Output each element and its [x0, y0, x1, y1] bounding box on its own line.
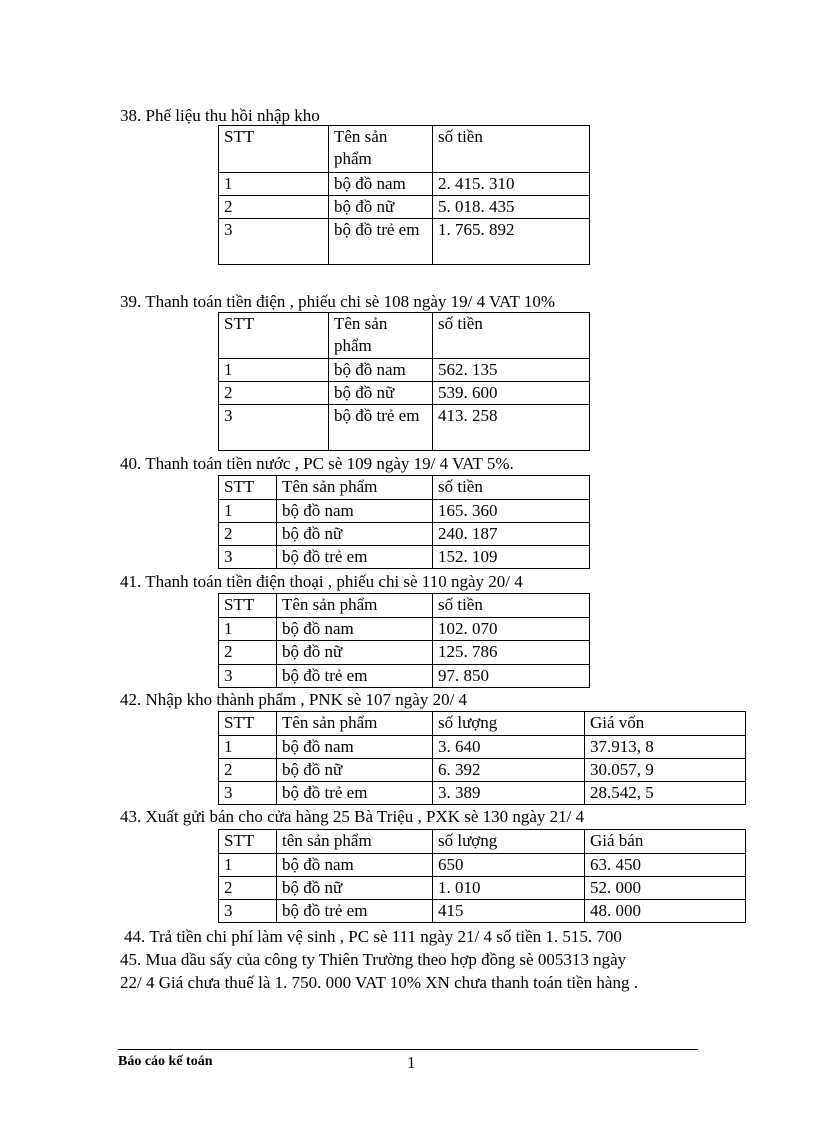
- section-39-heading: 39. Thanh toán tiền điện , phiếu chi sè 108 ngày 19/ 4 VAT 10%: [120, 292, 556, 311]
- table-row: [219, 405, 590, 451]
- section-41-table: [218, 593, 590, 688]
- table-row: [219, 782, 746, 805]
- table-cell: 48. 000: [585, 900, 746, 923]
- section-42-table: [218, 711, 746, 805]
- header-cell: Tên sản phẩm: [277, 476, 433, 500]
- table-cell: bộ đồ nam: [329, 359, 433, 382]
- header-cell: STT: [219, 476, 277, 500]
- table-row: [219, 523, 590, 546]
- table-cell: 97. 850: [433, 665, 590, 688]
- table-cell: 52. 000: [585, 877, 746, 900]
- table-cell: 152. 109: [433, 546, 590, 569]
- table-row: [219, 877, 746, 900]
- table-cell: bộ đồ nam: [277, 618, 433, 641]
- table-header-row: [219, 313, 590, 359]
- section-43-heading: 43. Xuất gửi bán cho cửa hàng 25 Bà Triệu , PXK sè 130 ngày 21/ 4: [120, 807, 585, 826]
- table-cell: 650: [433, 854, 585, 877]
- table-row: [219, 196, 590, 219]
- table-row: [219, 641, 590, 665]
- page-number: 1: [407, 1053, 416, 1072]
- table-cell: 2: [219, 641, 277, 665]
- header-cell: số tiền: [433, 594, 590, 618]
- footer-divider: [118, 1049, 698, 1050]
- table-cell: 28.542, 5: [585, 782, 746, 805]
- paragraph-45-line-1: 45. Mua dầu sấy của công ty Thiên Trường theo hợp đồng sè 005313 ngày: [120, 950, 627, 969]
- table-cell: 1: [219, 173, 329, 196]
- section-41-heading: 41. Thanh toán tiền điện thoại , phiếu chi sè 110 ngày 20/ 4: [120, 572, 523, 591]
- table-cell: 240. 187: [433, 523, 590, 546]
- table-row: [219, 219, 590, 265]
- table-cell: 415: [433, 900, 585, 923]
- table-row: [219, 854, 746, 877]
- table-cell: bộ đồ nam: [277, 736, 433, 759]
- table-row: [219, 359, 590, 382]
- table-cell: 2: [219, 523, 277, 546]
- table-row: [219, 382, 590, 405]
- table-cell: bộ đồ trẻ em: [329, 219, 433, 265]
- table-cell: 30.057, 9: [585, 759, 746, 782]
- table-cell: 5. 018. 435: [433, 196, 590, 219]
- table-cell: bộ đồ trẻ em: [277, 900, 433, 923]
- table-cell: 3: [219, 665, 277, 688]
- table-cell: 1. 765. 892: [433, 219, 590, 265]
- table-cell: 125. 786: [433, 641, 590, 665]
- header-cell: số tiền: [433, 126, 590, 173]
- table-cell: 1: [219, 618, 277, 641]
- section-38-heading: 38. Phế liệu thu hồi nhập kho: [120, 106, 320, 125]
- table-cell: bộ đồ nữ: [277, 877, 433, 900]
- table-cell: bộ đồ trẻ em: [277, 665, 433, 688]
- table-cell: 6. 392: [433, 759, 585, 782]
- table-header-row: [219, 712, 746, 736]
- table-cell: 63. 450: [585, 854, 746, 877]
- table-cell: 1: [219, 854, 277, 877]
- header-cell: Tên sản phẩm: [329, 313, 433, 359]
- table-header-row: [219, 126, 590, 173]
- table-cell: 1: [219, 500, 277, 523]
- table-cell: 2. 415. 310: [433, 173, 590, 196]
- table-cell: 3: [219, 900, 277, 923]
- section-40-heading: 40. Thanh toán tiền nước , PC sè 109 ngày 19/ 4 VAT 5%.: [120, 454, 514, 473]
- header-cell: tên sản phẩm: [277, 830, 433, 854]
- table-header-row: [219, 594, 590, 618]
- header-cell: Giá vốn: [585, 712, 746, 736]
- header-cell: Giá bán: [585, 830, 746, 854]
- header-cell: số tiền: [433, 313, 590, 359]
- header-cell: số lượng: [433, 830, 585, 854]
- table-cell: 102. 070: [433, 618, 590, 641]
- table-cell: 3: [219, 219, 329, 265]
- table-cell: bộ đồ nam: [329, 173, 433, 196]
- header-cell: STT: [219, 712, 277, 736]
- header-cell: STT: [219, 594, 277, 618]
- table-cell: 3. 640: [433, 736, 585, 759]
- table-cell: 3. 389: [433, 782, 585, 805]
- table-cell: bộ đồ nữ: [277, 523, 433, 546]
- table-cell: 2: [219, 382, 329, 405]
- table-cell: bộ đồ trẻ em: [277, 782, 433, 805]
- table-header-row: [219, 830, 746, 854]
- table-cell: bộ đồ nữ: [329, 196, 433, 219]
- table-cell: bộ đồ nữ: [277, 759, 433, 782]
- header-cell: Tên sản phẩm: [277, 594, 433, 618]
- table-cell: 2: [219, 759, 277, 782]
- table-cell: 165. 360: [433, 500, 590, 523]
- table-cell: bộ đồ nữ: [329, 382, 433, 405]
- table-cell: 539. 600: [433, 382, 590, 405]
- paragraph-44: 44. Trả tiền chi phí làm vệ sinh , PC sè 111 ngày 21/ 4 số tiền 1. 515. 700: [124, 927, 622, 946]
- table-row: [219, 759, 746, 782]
- table-cell: 37.913, 8: [585, 736, 746, 759]
- table-cell: bộ đồ nữ: [277, 641, 433, 665]
- section-40-table: [218, 475, 590, 569]
- section-38-table: [218, 125, 590, 265]
- table-cell: 3: [219, 782, 277, 805]
- header-cell: Tên sản phẩm: [277, 712, 433, 736]
- table-cell: 1: [219, 736, 277, 759]
- header-cell: STT: [219, 313, 329, 359]
- table-cell: 1: [219, 359, 329, 382]
- table-row: [219, 546, 590, 569]
- table-cell: 3: [219, 546, 277, 569]
- header-cell: Tên sản phẩm: [329, 126, 433, 173]
- table-cell: bộ đồ nam: [277, 854, 433, 877]
- table-cell: bộ đồ trẻ em: [329, 405, 433, 451]
- table-row: [219, 500, 590, 523]
- header-cell: số lượng: [433, 712, 585, 736]
- table-cell: 2: [219, 196, 329, 219]
- table-row: [219, 173, 590, 196]
- table-cell: 413. 258: [433, 405, 590, 451]
- table-cell: bộ đồ trẻ em: [277, 546, 433, 569]
- section-43-table: [218, 829, 746, 923]
- table-header-row: [219, 476, 590, 500]
- table-row: [219, 736, 746, 759]
- section-39-table: [218, 312, 590, 451]
- section-42-heading: 42. Nhập kho thành phẩm , PNK sè 107 ngày 20/ 4: [120, 690, 468, 709]
- footer-title: Báo cáo kế toán: [118, 1054, 213, 1069]
- table-row: [219, 665, 590, 688]
- table-row: [219, 900, 746, 923]
- table-cell: 3: [219, 405, 329, 451]
- table-cell: 2: [219, 877, 277, 900]
- header-cell: STT: [219, 830, 277, 854]
- header-cell: STT: [219, 126, 329, 173]
- header-cell: số tiền: [433, 476, 590, 500]
- table-cell: bộ đồ nam: [277, 500, 433, 523]
- table-cell: 562. 135: [433, 359, 590, 382]
- table-cell: 1. 010: [433, 877, 585, 900]
- paragraph-45-line-2: 22/ 4 Giá chưa thuế là 1. 750. 000 VAT 10% XN chưa thanh toán tiền hàng .: [120, 973, 638, 992]
- table-row: [219, 618, 590, 641]
